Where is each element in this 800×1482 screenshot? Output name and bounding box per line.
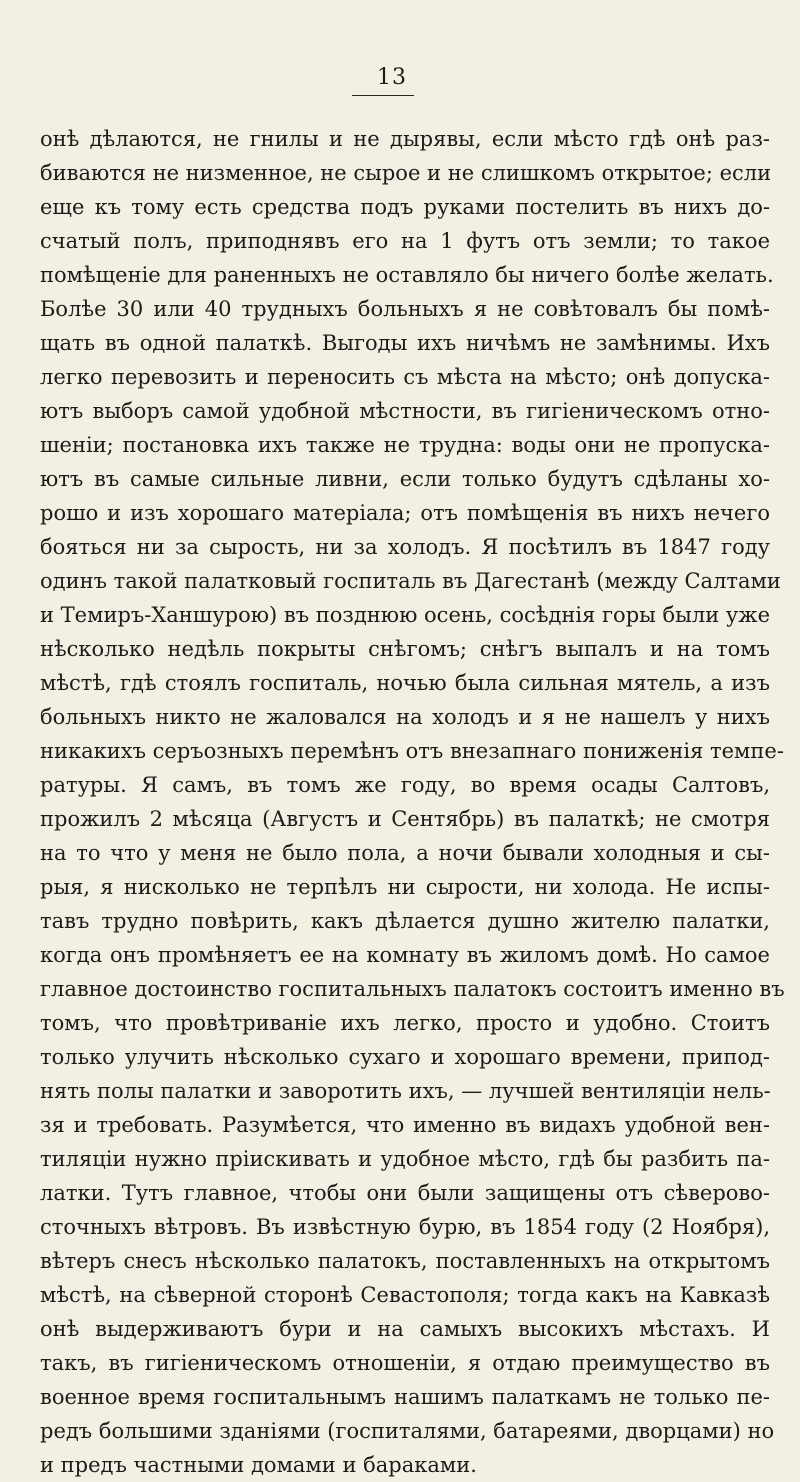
text-line: латки. Тутъ главное, чтобы они были защищены отъ сѣверово- (40, 1181, 770, 1205)
text-line: на то что у меня не было пола, а ночи бывали холодныя и сы- (40, 841, 770, 865)
text-line: ратуры. Я самъ, въ томъ же году, во время осады Салтовъ, (40, 773, 770, 797)
text-line: зя и требовать. Разумѣется, что именно въ видахъ удобной вен- (40, 1113, 770, 1137)
text-line: одинъ такой палатковый госпиталь въ Дагестанѣ (между Салтами (40, 569, 781, 593)
text-line: главное достоинство госпитальныхъ палатокъ состоитъ именно въ (40, 977, 785, 1001)
text-line: нять полы палатки и заворотить ихъ, — лучшей вентиляціи нель- (40, 1079, 771, 1103)
text-line: помѣщеніе для раненныхъ не оставляло бы ничего болѣе желать. (40, 263, 774, 287)
text-line: мѣстѣ, гдѣ стоялъ госпиталь, ночью была сильная мятель, а изъ (40, 671, 770, 695)
text-line: только улучить нѣсколько сухаго и хорошаго времени, припод- (40, 1045, 770, 1069)
text-line: когда онъ промѣняетъ ее на комнату въ жиломъ домѣ. Но самое (40, 943, 770, 967)
text-line: томъ, что провѣтриваніе ихъ легко, просто и удобно. Стоитъ (40, 1011, 770, 1035)
text-line: счатый полъ, приподнявъ его на 1 футъ отъ земли; то такое (40, 229, 770, 253)
text-line: шеніи; постановка ихъ также не трудна: воды они не пропуска- (40, 433, 770, 457)
text-line: щать въ одной палаткѣ. Выгоды ихъ ничѣмъ не замѣнимы. Ихъ (40, 331, 770, 355)
text-line: онѣ выдерживаютъ бури и на самыхъ высокихъ мѣстахъ. И (40, 1317, 770, 1341)
text-line: и Темиръ-Ханшурою) въ позднюю осень, сосѣднія горы были уже (40, 603, 770, 627)
text-line: нѣсколько недѣль покрыты снѣгомъ; снѣгъ выпалъ и на томъ (40, 637, 770, 661)
page-number: 13 (377, 65, 407, 90)
text-line: тиляціи нужно пріискивать и удобное мѣсто, гдѣ бы разбить па- (40, 1147, 770, 1171)
text-line: ютъ выборъ самой удобной мѣстности, въ гигіеническомъ отно- (40, 399, 770, 423)
text-line: рыя, я нисколько не терпѣлъ ни сырости, ни холода. Не испы- (40, 875, 770, 899)
text-line: сточныхъ вѣтровъ. Въ извѣстную бурю, въ 1854 году (2 Ноября), (40, 1215, 770, 1239)
text-line: военное время госпитальнымъ нашимъ палаткамъ не только пе- (40, 1385, 770, 1409)
text-line: редъ большими зданіями (госпиталями, батареями, дворцами) но (40, 1419, 775, 1443)
text-line: такъ, въ гигіеническомъ отношеніи, я отдаю преимущество въ (40, 1351, 770, 1375)
text-line: вѣтеръ снесъ нѣсколько палатокъ, поставленныхъ на открытомъ (40, 1249, 770, 1273)
text-line: легко перевозить и переносить съ мѣста на мѣсто; онѣ допуска- (40, 365, 770, 389)
text-line: ютъ въ самые сильные ливни, если только будутъ сдѣланы хо- (40, 467, 770, 491)
page-number-rule (352, 95, 414, 96)
body-text (40, 122, 785, 1482)
text-line: прожилъ 2 мѣсяца (Августъ и Сентябрь) въ палаткѣ; не смотря (40, 807, 770, 831)
text-line: тавъ трудно повѣрить, какъ дѣлается душно жителю палатки, (40, 909, 770, 933)
text-line: биваются не низменное, не сырое и не слишкомъ открытое; если (40, 161, 772, 185)
text-line: и предъ частными домами и бараками. (40, 1453, 477, 1477)
text-line: онѣ дѣлаются, не гнилы и не дырявы, если мѣсто гдѣ онѣ раз- (40, 127, 770, 151)
text-line: рошо и изъ хорошаго матеріала; отъ помѣщенія въ нихъ нечего (40, 501, 770, 525)
text-line: мѣстѣ, на сѣверной сторонѣ Севастополя; тогда какъ на Кавказѣ (40, 1283, 770, 1307)
text-line: еще къ тому есть средства подъ руками постелить въ нихъ до- (40, 195, 770, 219)
text-line: бояться ни за сырость, ни за холодъ. Я посѣтилъ въ 1847 году (40, 535, 770, 559)
text-line: Болѣе 30 или 40 трудныхъ больныхъ я не совѣтовалъ бы помѣ- (40, 297, 770, 321)
text-line: больныхъ никто не жаловался на холодъ и я не нашелъ у нихъ (40, 705, 770, 729)
text-line: никакихъ серъозныхъ перемѣнъ отъ внезапнаго пониженія темпе- (40, 739, 784, 763)
